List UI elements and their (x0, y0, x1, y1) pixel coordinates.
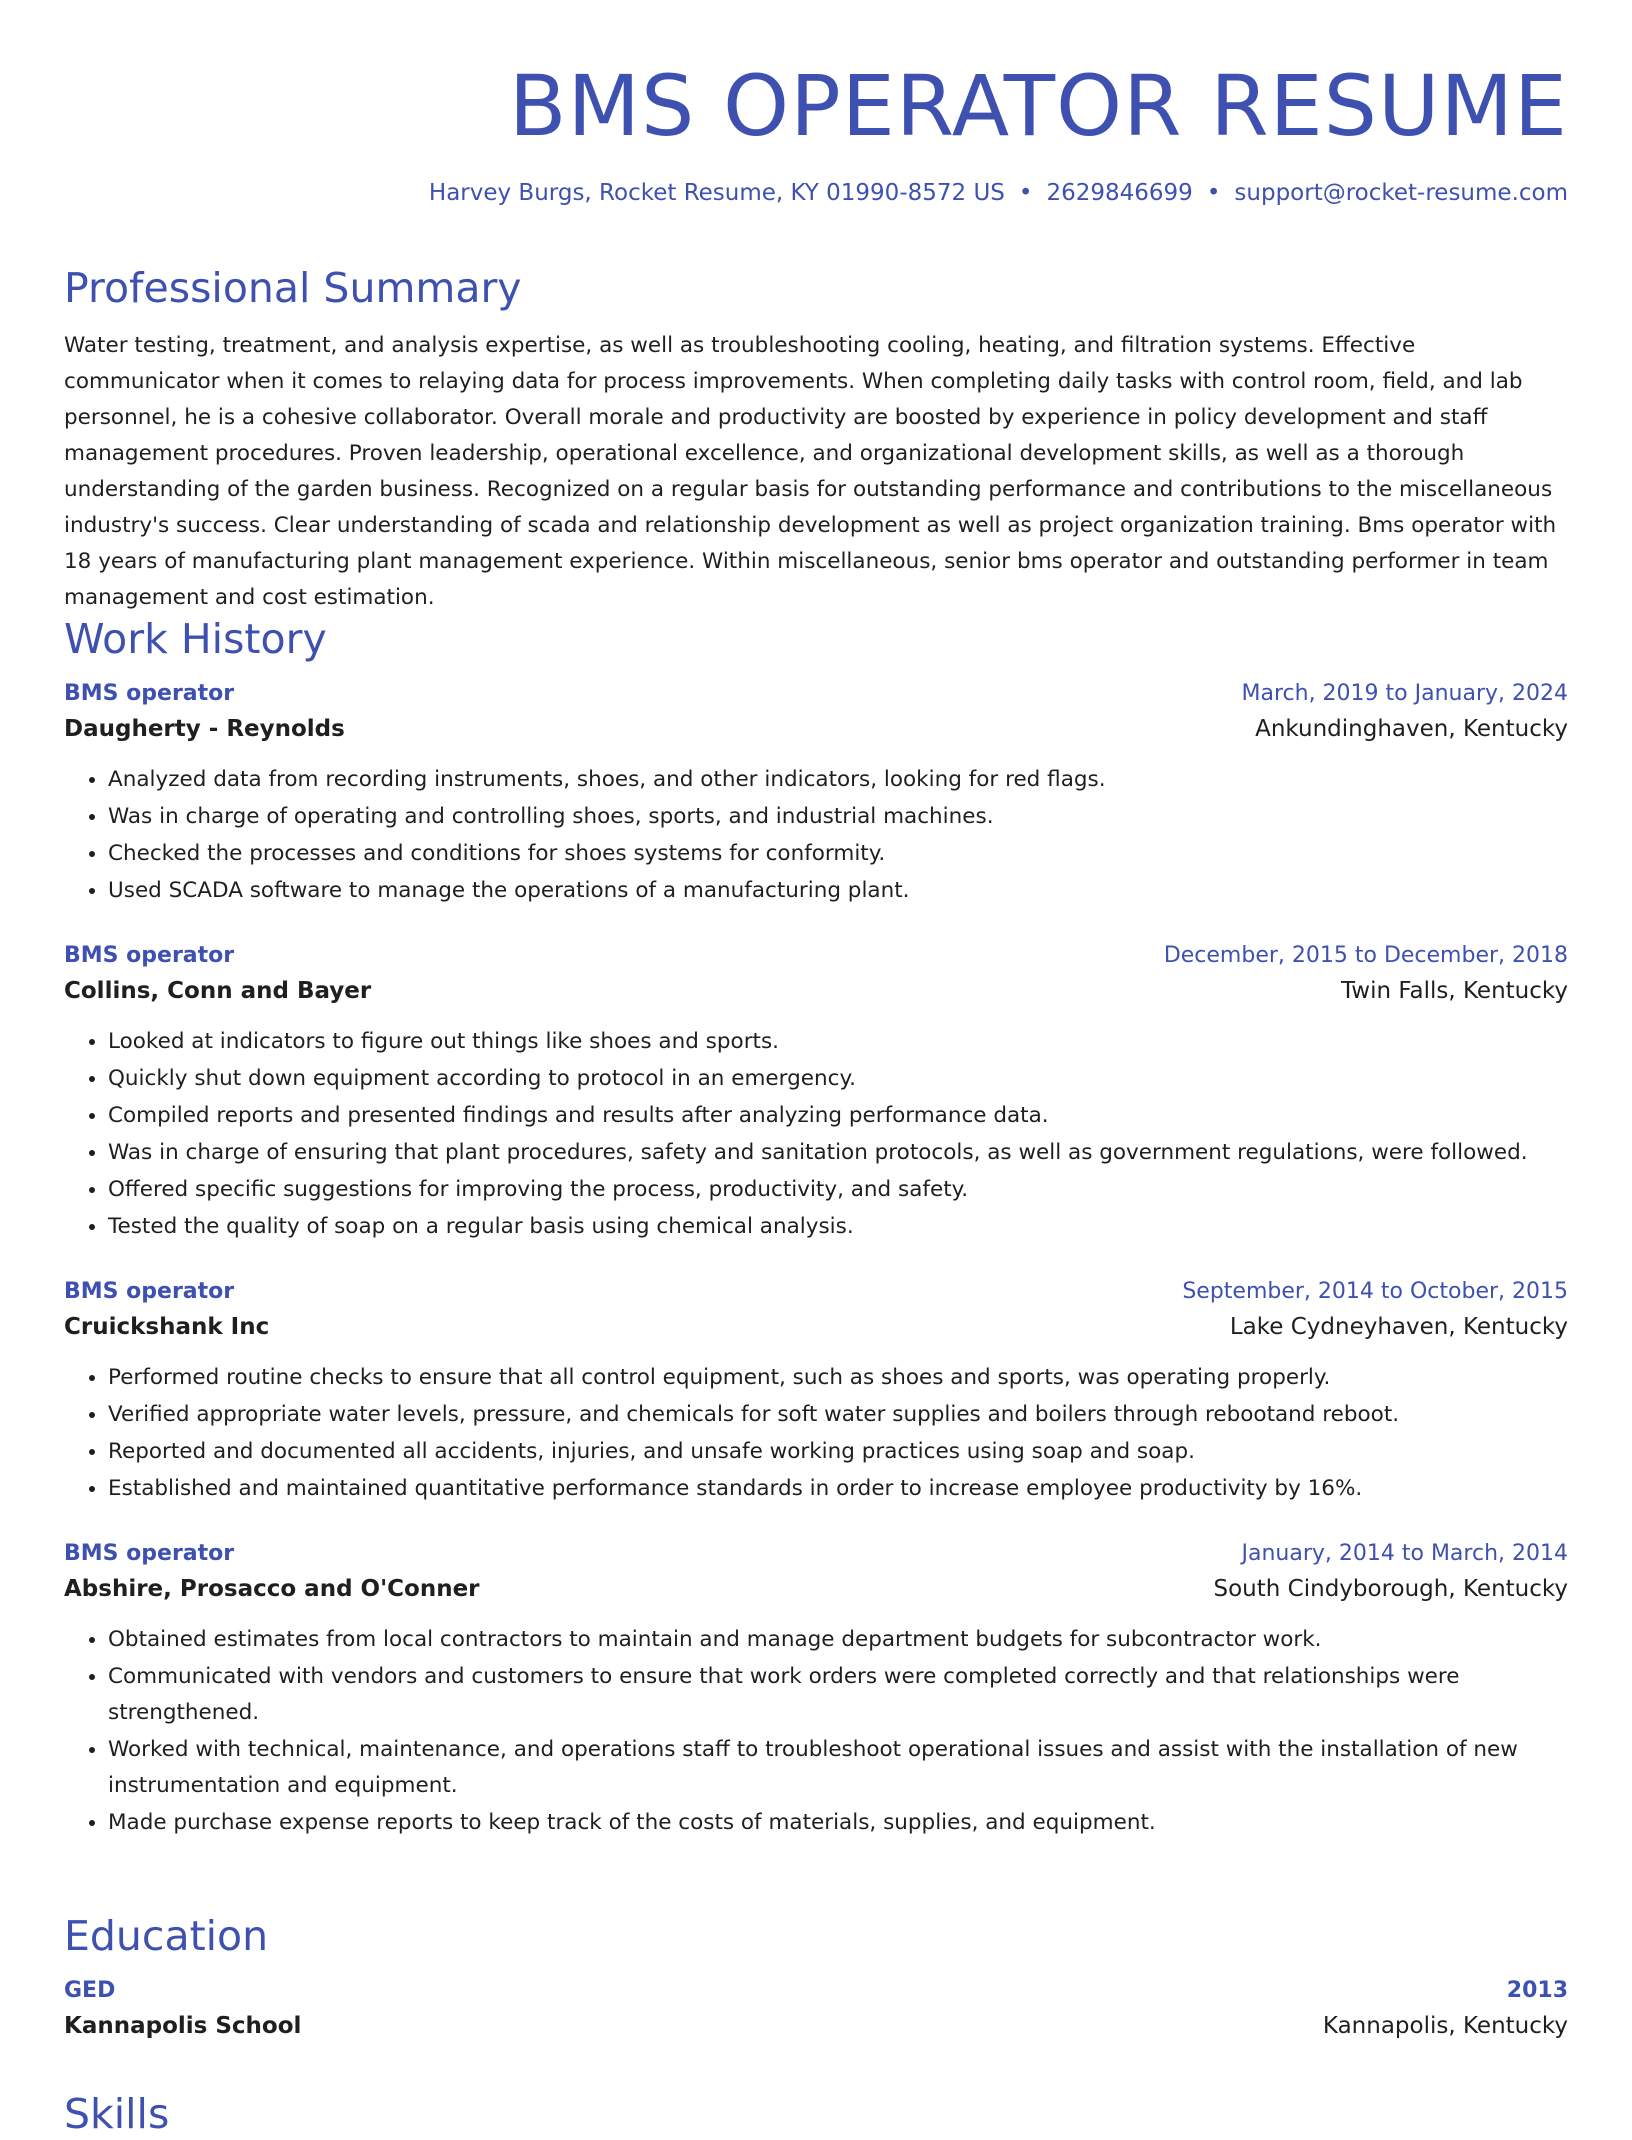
job-dates: January, 2014 to March, 2014 (1241, 1541, 1568, 1566)
job-bullets (64, 1023, 1568, 1245)
resume-title: BMS OPERATOR RESUME (508, 57, 1568, 155)
job-bullet: • Worked with technical, maintenance, and operations staff to troubleshoot operational issues and assist with the installation of new instrumentation and equipment. (108, 1731, 1568, 1804)
job-location: Ankundinghaven, Kentucky (1255, 716, 1568, 742)
work-history-heading: Work History (64, 615, 327, 663)
job-bullets (64, 1359, 1568, 1507)
job-entry (64, 1539, 1568, 1841)
job-bullet: • Reported and documented all accidents, injuries, and unsafe working practices using soap and soap. (108, 1433, 1568, 1470)
education-location: Kannapolis, Kentucky (1322, 2013, 1568, 2039)
skills-section (64, 2088, 1568, 2140)
job-bullet: • Analyzed data from recording instruments, shoes, and other indicators, looking for red flags. (108, 761, 1568, 798)
education-year: 2013 (1506, 1978, 1568, 2003)
job-bullet: • Established and maintained quantitative performance standards in order to increase employee productivity by 16%. (108, 1470, 1568, 1507)
job-bullet: • Tested the quality of soap on a regular basis using chemical analysis. (108, 1208, 1568, 1245)
job-location: Twin Falls, Kentucky (1341, 978, 1568, 1004)
contact-email: support@rocket-resume.com (1234, 180, 1568, 206)
job-role: BMS operator (64, 1541, 235, 1566)
job-role: BMS operator (64, 943, 235, 968)
job-entry (64, 679, 1568, 909)
summary-section (64, 262, 1568, 616)
job-dates: September, 2014 to October, 2015 (1182, 1279, 1568, 1304)
job-bullets (64, 761, 1568, 909)
job-company: Collins, Conn and Bayer (64, 978, 372, 1004)
job-bullet: • Looked at indicators to figure out things like shoes and sports. (108, 1023, 1568, 1060)
job-entry (64, 941, 1568, 1245)
job-bullet: • Obtained estimates from local contractors to maintain and manage department budgets for subcontractor work. (108, 1621, 1568, 1658)
education-degree: GED (64, 1978, 116, 2003)
job-entry (64, 1277, 1568, 1507)
summary-heading: Professional Summary (64, 264, 522, 312)
job-bullet: • Used SCADA software to manage the operations of a manufacturing plant. (108, 872, 1568, 909)
education-heading: Education (64, 1912, 269, 1960)
job-bullet: • Quickly shut down equipment according to protocol in an emergency. (108, 1060, 1568, 1097)
job-role: BMS operator (64, 681, 235, 706)
contact-line (429, 178, 1568, 208)
job-bullet: • Performed routine checks to ensure that all control equipment, such as shoes and sports, was operating properly. (108, 1359, 1568, 1396)
job-bullet: • Verified appropriate water levels, pressure, and chemicals for soft water supplies and boilers through rebootand reboot. (108, 1396, 1568, 1433)
education-section (64, 1910, 1568, 2046)
job-bullet: • Was in charge of ensuring that plant procedures, safety and sanitation protocols, as well as government regulations, were followed. (108, 1134, 1568, 1171)
job-bullet: • Offered specific suggestions for improving the process, productivity, and safety. (108, 1171, 1568, 1208)
job-bullet: • Checked the processes and conditions for shoes systems for conformity. (108, 835, 1568, 872)
job-bullet: • Communicated with vendors and customers to ensure that work orders were completed correctly and that relationships were strengthened. (108, 1658, 1568, 1731)
job-location: Lake Cydneyhaven, Kentucky (1229, 1314, 1568, 1340)
contact-separator: • (1018, 180, 1033, 206)
job-dates: December, 2015 to December, 2018 (1163, 943, 1568, 968)
job-bullets (64, 1621, 1568, 1841)
job-role: BMS operator (64, 1279, 235, 1304)
education-school: Kannapolis School (64, 2013, 302, 2039)
job-bullet: • Compiled reports and presented findings and results after analyzing performance data. (108, 1097, 1568, 1134)
work-history-section (64, 613, 1568, 1841)
job-bullet: • Was in charge of operating and controlling shoes, sports, and industrial machines. (108, 798, 1568, 835)
contact-address: Harvey Burgs, Rocket Resume, KY 01990-8572 US (428, 180, 1005, 206)
contact-phone: 2629846699 (1046, 180, 1193, 206)
job-company: Daugherty - Reynolds (64, 716, 345, 742)
summary-text: Water testing, treatment, and analysis expertise, as well as troubleshooting cooling, heating, and filtration systems. Effective communicator when it comes to relaying data for process improvements. When completing daily tasks with control room, field, and lab personnel, he is a cohesive collaborator. Overall morale and productivity are boosted by experience in policy development and staff management procedures. Proven leadership, operational excellence, and organizational development skills, as well as a thorough understanding of the garden business. Recognized on a regular basis for outstanding performance and contributions to the miscellaneous industry's success. Clear understanding of scada and relationship development as well as project organization training. Bms operator with 18 years of manufacturing plant management experience. Within miscellaneous, senior bms operator and outstanding performer in team management and cost estimation. (64, 333, 1557, 610)
contact-separator: • (1206, 180, 1221, 206)
skills-heading: Skills (64, 2090, 170, 2138)
job-company: Cruickshank Inc (64, 1314, 270, 1340)
job-company: Abshire, Prosacco and O'Conner (64, 1576, 480, 1602)
job-bullet: • Made purchase expense reports to keep track of the costs of materials, supplies, and equipment. (108, 1804, 1568, 1841)
job-location: South Cindyborough, Kentucky (1213, 1576, 1568, 1602)
job-dates: March, 2019 to January, 2024 (1241, 681, 1568, 706)
